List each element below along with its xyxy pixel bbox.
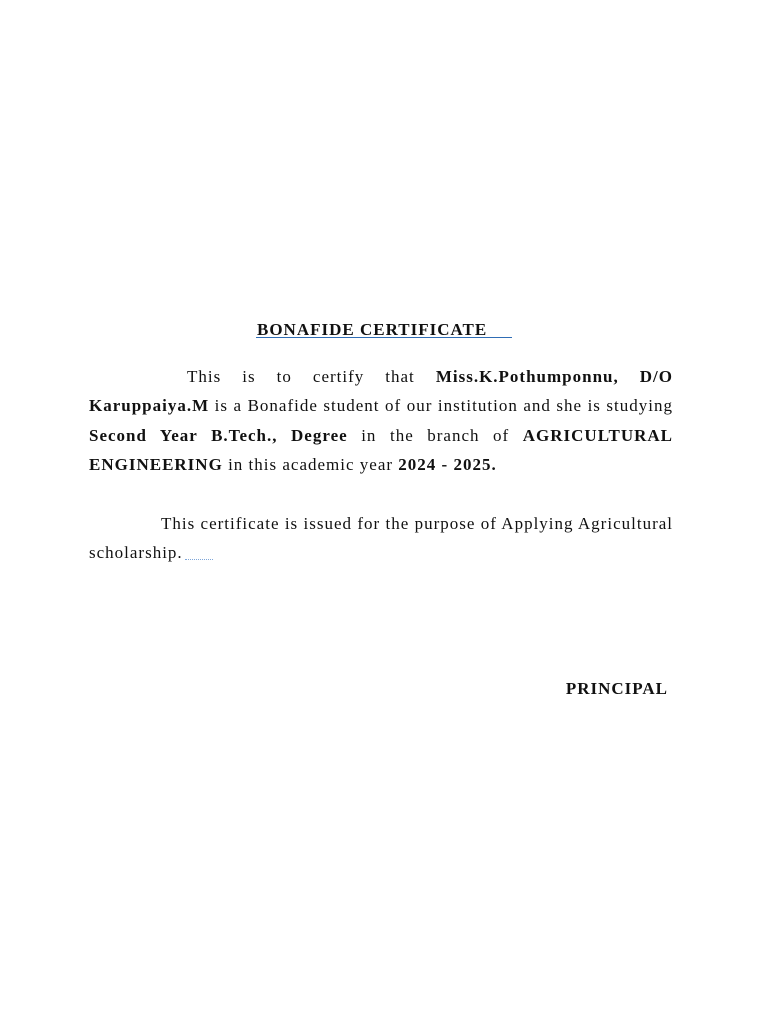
purpose-text: This certificate is issued for the purpose of Applying Agricultural scholarship. <box>89 514 673 563</box>
academic-year: 2024 - 2025. <box>398 455 497 475</box>
certificate-title: BONAFIDE CERTIFICATE <box>257 320 493 339</box>
body-text-segment: in the branch of <box>347 425 523 445</box>
student-name: Miss.K.Pothumponnu, D/O Karuppaiya.M <box>89 367 673 416</box>
spellcheck-mark <box>185 556 213 560</box>
body-text-segment: in this academic year <box>222 455 399 475</box>
body-text-segment: This is to certify that <box>187 367 436 386</box>
branch-name: AGRICULTURAL ENGINEERING <box>89 425 673 475</box>
course-year: Second Year B.Tech., Degree <box>89 425 348 445</box>
purpose-paragraph <box>89 509 673 568</box>
title-underline <box>256 337 512 338</box>
signatory-title: PRINCIPAL <box>565 679 668 698</box>
body-text-segment: is a Bonafide student of our institution and she is studying <box>209 396 673 416</box>
certificate-body-paragraph <box>89 362 673 480</box>
